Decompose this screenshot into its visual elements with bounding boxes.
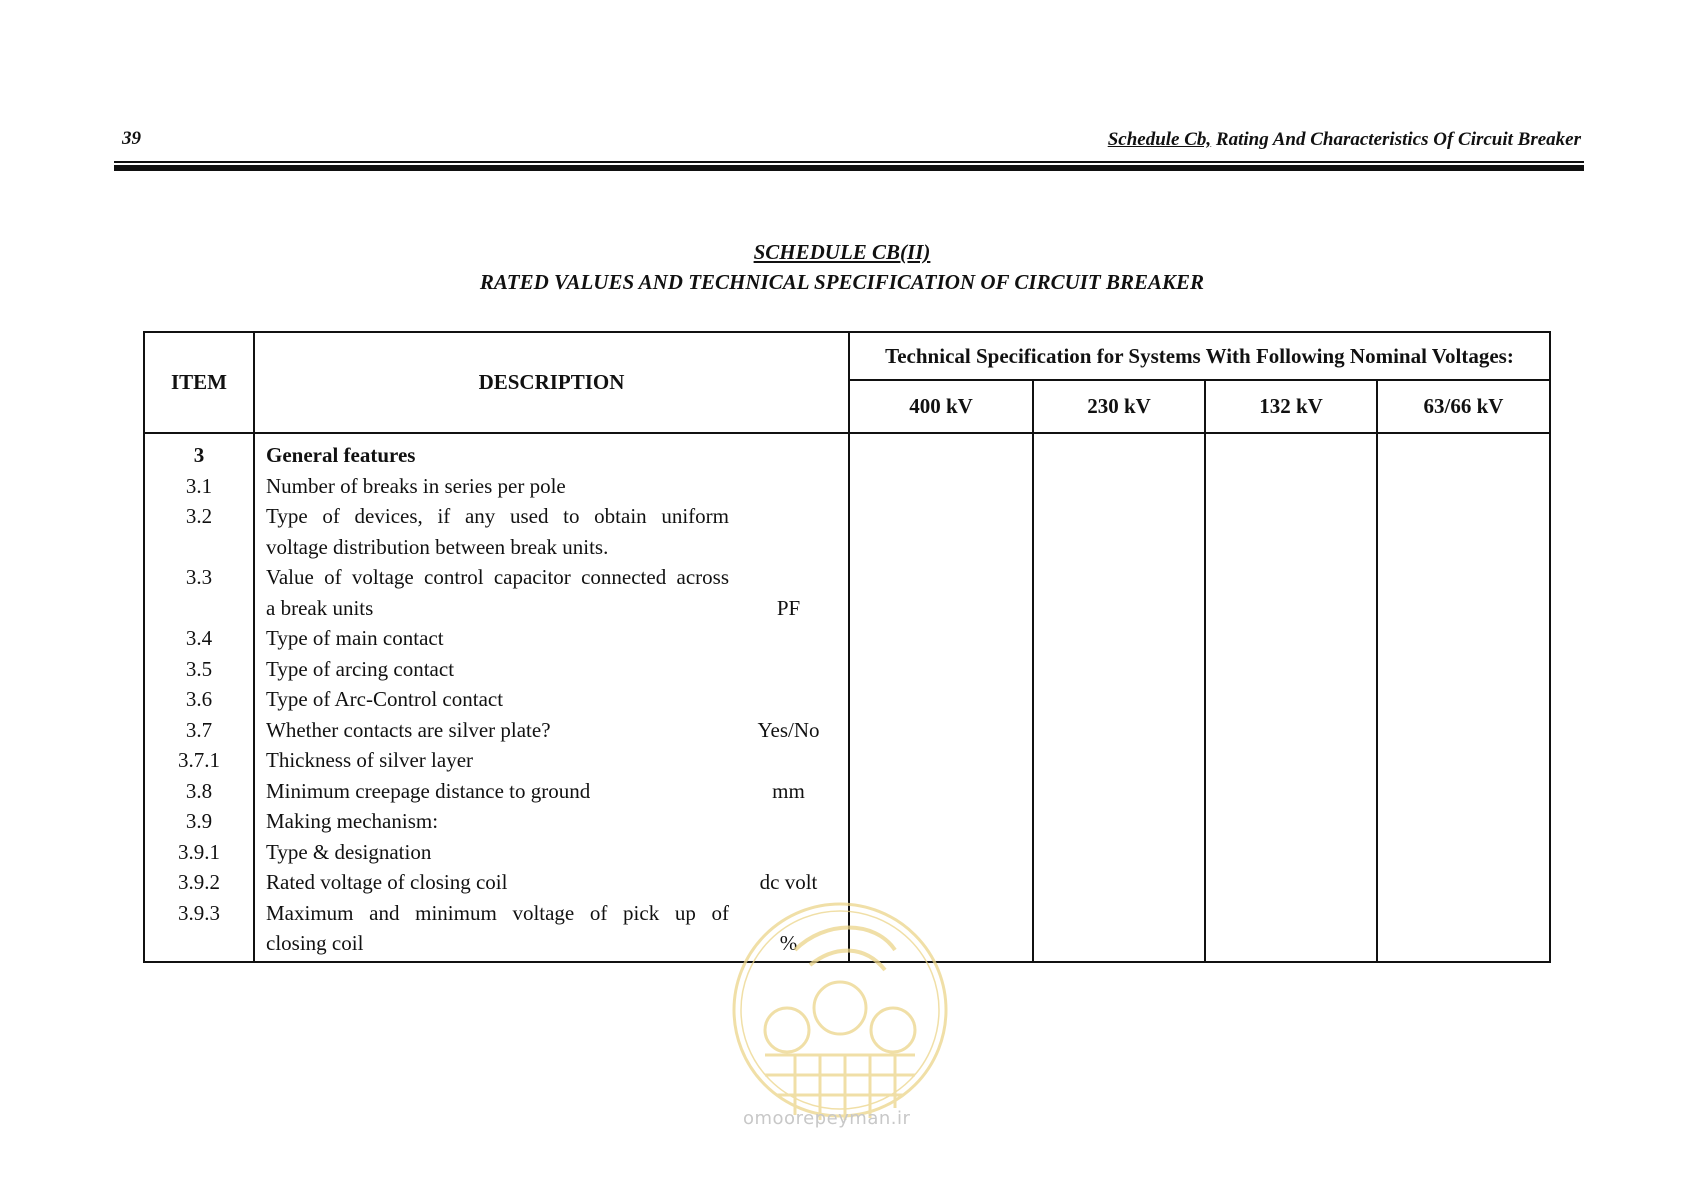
- item-number: 3.9.3: [178, 900, 220, 925]
- item-column: [144, 433, 254, 962]
- description-text: Thickness of silver layer: [266, 748, 474, 772]
- table-row: [266, 501, 848, 532]
- item-number: [145, 928, 253, 959]
- item-number: [145, 532, 253, 563]
- running-header-rest: Rating And Characteristics Of Circuit Breaker: [1211, 129, 1581, 150]
- item-number: 3.9.2: [178, 870, 220, 894]
- unit-label: [729, 898, 848, 929]
- unit-label: [729, 806, 848, 837]
- item-number: 3.3: [185, 565, 213, 589]
- table-row: [266, 562, 848, 593]
- item-number: 3.7.1: [178, 748, 220, 772]
- description-text: Whether contacts are silver plate?: [266, 717, 551, 742]
- header-item: ITEM: [144, 332, 254, 433]
- description-text: Type of main contact: [266, 626, 444, 650]
- item-number: 3: [193, 443, 205, 467]
- description-text: Type of Arc-Control contact: [266, 687, 504, 711]
- table-row: [266, 440, 848, 471]
- item-number: 3.5: [185, 656, 213, 681]
- watermark-url: omoorepeyman.ir: [743, 1108, 911, 1129]
- unit-label: [729, 745, 848, 776]
- table-row: [266, 928, 848, 959]
- description-text: Making mechanism:: [266, 809, 439, 833]
- unit-label: [729, 837, 848, 868]
- item-number: 3.8: [185, 778, 213, 803]
- table-row: [266, 867, 848, 898]
- schedule-subtitle: RATED VALUES AND TECHNICAL SPECIFICATION OF CIRCUIT BREAKER: [479, 270, 1205, 294]
- item-number: 3.4: [185, 626, 213, 650]
- item-number: 3.7: [185, 717, 213, 742]
- unit-label: [729, 440, 848, 471]
- unit-label: [729, 684, 848, 715]
- header-description: DESCRIPTION: [254, 332, 849, 433]
- table-row: [266, 745, 848, 776]
- unit-label: [729, 562, 848, 593]
- description-text: voltage distribution between break units.: [266, 534, 609, 559]
- description-text: Type of devices, if any used to obtain uniform: [266, 504, 729, 528]
- table-row: [266, 715, 848, 746]
- page-number: 39: [122, 128, 141, 149]
- header-voltage-132: 132 kV: [1205, 380, 1377, 433]
- description-text: Value of voltage control capacitor connected across: [266, 565, 729, 589]
- unit-label: %: [779, 931, 798, 955]
- header-voltage-230: 230 kV: [1033, 380, 1205, 433]
- item-number: 3.9.1: [178, 839, 220, 864]
- unit-label: PF: [776, 595, 801, 620]
- item-number: [145, 593, 253, 624]
- header-spec-group: Technical Specification for Systems With Following Nominal Voltages:: [849, 332, 1550, 380]
- unit-label: [729, 654, 848, 685]
- item-number: 3.9: [185, 809, 213, 833]
- unit-label: Yes/No: [757, 717, 820, 742]
- header-rule-thick: [114, 165, 1584, 171]
- running-header-underlined: Schedule Cb,: [1107, 129, 1212, 150]
- table-row: [266, 837, 848, 868]
- running-header: [1108, 129, 1581, 151]
- table-row: [266, 593, 848, 624]
- description-column: [254, 433, 849, 962]
- cell-132kv[interactable]: [1205, 433, 1377, 962]
- header-voltage-63-66: 63/66 kV: [1377, 380, 1550, 433]
- header-voltage-400: 400 kV: [849, 380, 1033, 433]
- unit-label: [729, 532, 848, 563]
- cell-400kv[interactable]: [849, 433, 1033, 962]
- table-row: [266, 623, 848, 654]
- unit-label: [729, 501, 848, 532]
- cell-63-66kv[interactable]: [1377, 433, 1550, 962]
- cell-230kv[interactable]: [1033, 433, 1205, 962]
- item-number: 3.6: [185, 687, 213, 711]
- description-text: Type of arcing contact: [266, 656, 455, 681]
- table-row: [266, 898, 848, 929]
- item-number: 3.1: [185, 473, 213, 498]
- unit-label: mm: [772, 778, 805, 803]
- table-row: [266, 532, 848, 563]
- table-row: [266, 776, 848, 807]
- description-text: closing coil: [266, 931, 364, 955]
- description-text: Number of breaks in series per pole: [266, 473, 566, 498]
- unit-label: [729, 623, 848, 654]
- description-text: a break units: [266, 595, 374, 620]
- unit-label: [729, 471, 848, 502]
- table-row: [266, 684, 848, 715]
- description-text: Minimum creepage distance to ground: [266, 778, 591, 803]
- specification-table: [143, 331, 1551, 963]
- table-row: [266, 806, 848, 837]
- header-rule-thin: [114, 161, 1584, 163]
- description-text: Maximum and minimum voltage of pick up of: [266, 900, 729, 925]
- unit-label: dc volt: [759, 870, 818, 894]
- schedule-title: SCHEDULE CB(II): [753, 240, 931, 264]
- item-number: 3.2: [185, 504, 213, 528]
- description-text: Type & designation: [266, 839, 432, 864]
- description-text: General features: [266, 443, 416, 467]
- description-text: Rated voltage of closing coil: [266, 870, 508, 894]
- table-row: [266, 471, 848, 502]
- table-row: [266, 654, 848, 685]
